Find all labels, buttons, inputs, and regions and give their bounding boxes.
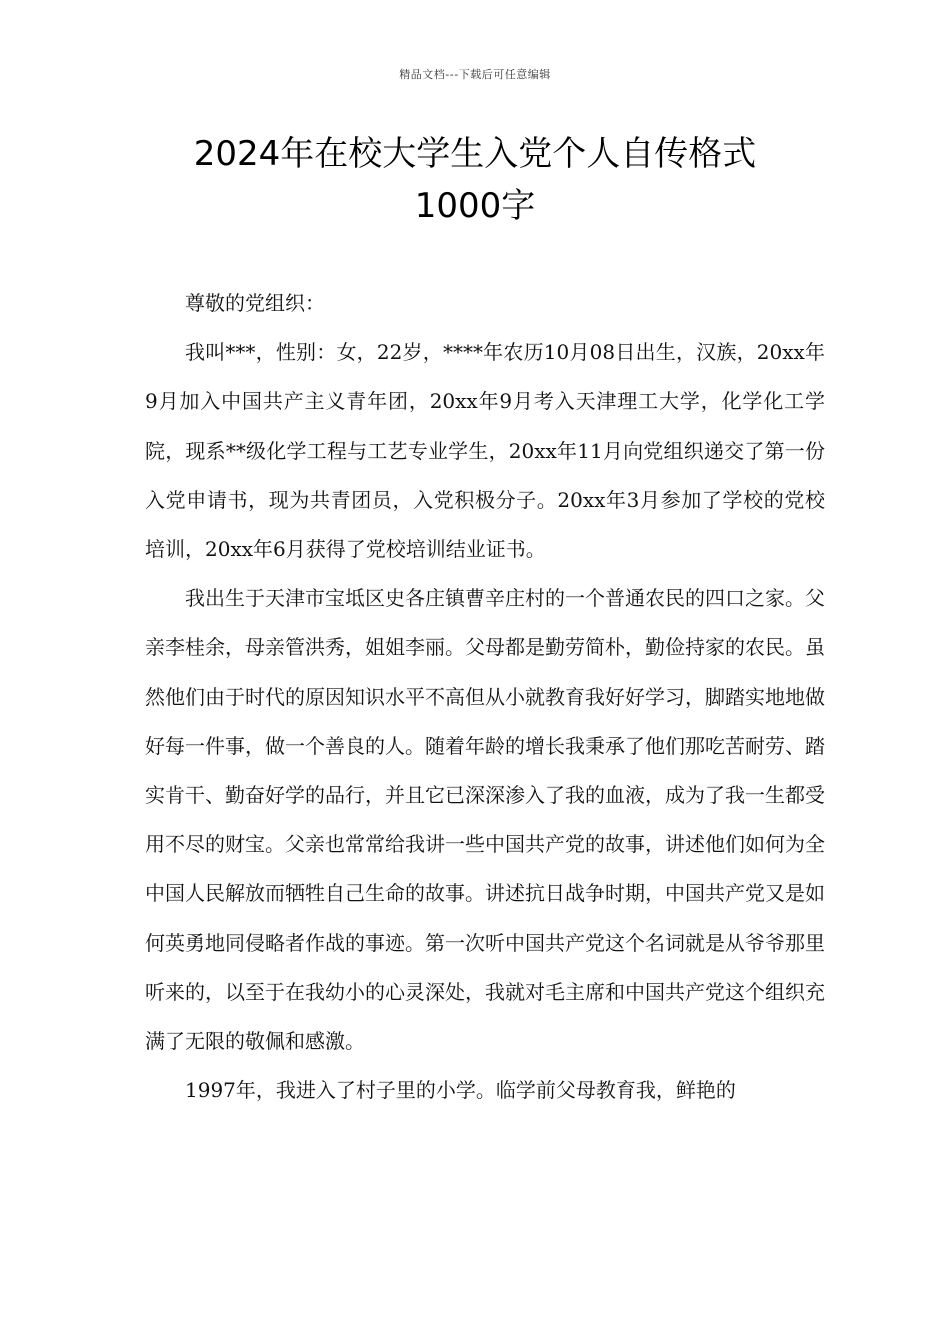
document-body [145, 279, 825, 1115]
salutation: 尊敬的党组织： [185, 291, 325, 315]
paragraph-primary-school: 1997年，我进入了村子里的小学。临学前父母教育我，鲜艳的 [185, 1078, 736, 1103]
title-line-2: 1000字 [414, 186, 536, 226]
header-note: 精品文档---下载后可任意编辑 [399, 68, 551, 81]
title-line-1: 2024年在校大学生入党个人自传格式 [193, 134, 757, 174]
document-title [100, 128, 850, 232]
paragraph-personal-info: 我叫***，性别：女，22岁，****年农历10月08日出生，汉族，20xx年9月加入中国共产主义青年团，20xx年9月考入天津理工大学，化学化工学院，现系**级化学工程与工艺专业学生，20xx年11月向党组织递交了第一份入党申请书，现为共青团员，入党积极分子。20xx年3月参加了学校的党校培训，20xx年6月获得了党校培训结业证书。 [145, 340, 825, 562]
paragraph-family-background: 我出生于天津市宝坻区史各庄镇曹辛庄村的一个普通农民的四口之家。父亲李桂余，母亲管洪秀，姐姐李丽。父母都是勤劳简朴，勤俭持家的农民。虽然他们由于时代的原因知识水平不高但从小就教育我好好学习，脚踏实地地做好每一件事，做一个善良的人。随着年龄的增长我秉承了他们那吃苦耐劳、踏实肯干、勤奋好学的品行，并且它已深深渗入了我的血液，成为了我一生都受用不尽的财宝。父亲也常常给我讲一些中国共产党的故事，讲述他们如何为全中国人民解放而牺牲自己生命的故事。讲述抗日战争时期，中国共产党又是如何英勇地同侵略者作战的事迹。第一次听中国共产党这个名词就是从爷爷那里听来的，以至于在我幼小的心灵深处，我就对毛主席和中国共产党这个组织充满了无限的敬佩和感激。 [145, 586, 825, 1054]
